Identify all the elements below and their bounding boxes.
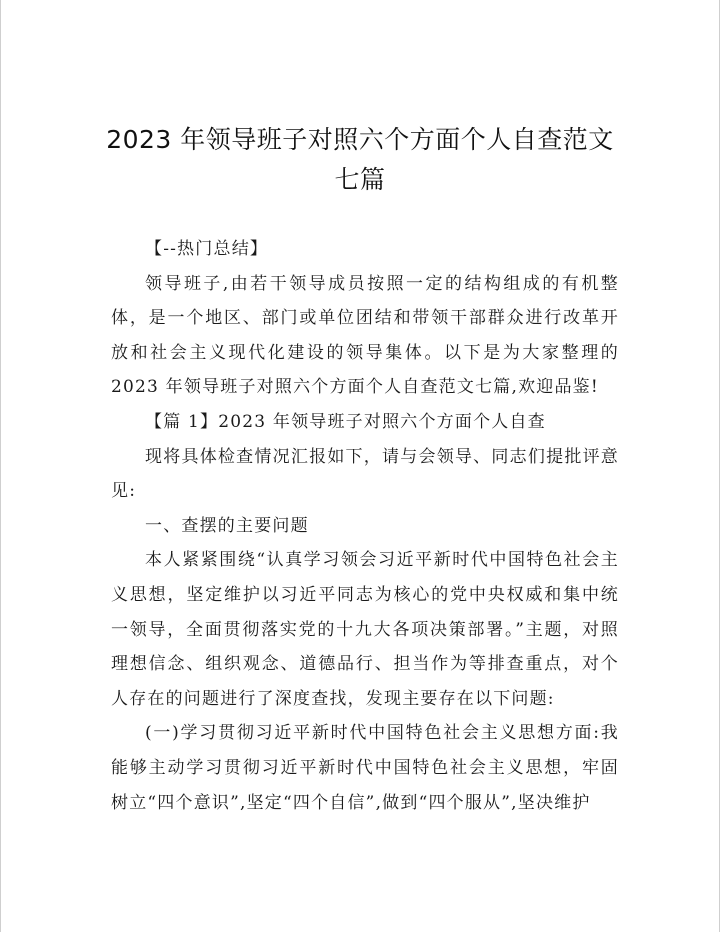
intro-paragraph: 领导班子,由若干领导成员按照一定的结构组成的有机整体，是一个地区、部门或单位团结和带领干部群众进行改革开放和社会主义现代化建设的领导集体。以下是为大家整理的 2023 年领导班子对照六个方面个人自查范文七篇,欢迎品鉴! [111, 273, 619, 398]
subsection-paragraph: (一)学习贯彻习近平新时代中国特色社会主义思想方面:我能够主动学习贯彻习近平新时代中国特色社会主义思想，牢固树立“四个意识”,坚定“四个自信”,做到“四个服从”,坚决维护 [111, 723, 619, 813]
report-paragraph: 现将具体检查情况汇报如下，请与会领导、同志们提批评意见: [111, 446, 619, 502]
chapter-heading: 【篇 1】2023 年领导班子对照六个方面个人自查 [145, 411, 546, 432]
section-heading: 一、查摆的主要问题 [145, 515, 309, 536]
title-line-2: 七篇 [334, 165, 386, 194]
document-title [61, 120, 659, 200]
problem-paragraph: 本人紧紧围绕“认真学习领会习近平新时代中国特色社会主义思想，坚定维护以习近平同志为核心的党中央权威和集中统一领导，全面贯彻落实党的十九大各项决策部署。”主题，对照理想信念、组织观念、道德品行、担当作为等排查重点，对个人存在的问题进行了深度查找，发现主要存在以下问题: [111, 550, 619, 709]
document-body [111, 232, 619, 820]
section-tag: 【--热门总结】 [145, 239, 269, 259]
title-line-1: 2023 年领导班子对照六个方面个人自查范文 [106, 125, 614, 154]
